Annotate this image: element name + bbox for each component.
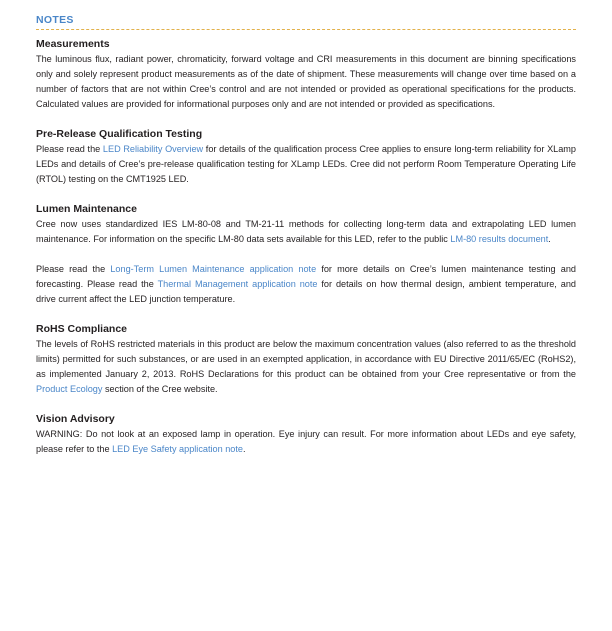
lm80-results-link[interactable]: LM-80 results document — [450, 234, 549, 244]
notes-heading: NOTES — [36, 14, 576, 30]
prerelease-title: Pre-Release Qualification Testing — [36, 128, 203, 140]
eye-safety-note-link[interactable]: LED Eye Safety application note — [112, 444, 243, 454]
lumen-p1-text-1: Cree now uses standardized IES LM-80-08 and TM-21-11 methods for collecting long-term data and extrapolating LED lumen maintenance. For information on the specific LM-80 data sets available for this LED, refer to the public — [36, 219, 576, 244]
prerelease-section — [36, 127, 576, 187]
rohs-text-1: The levels of RoHS restricted materials in this product are below the maximum concentration values (also referred to as the threshold limits) permitted for such substances, or are used in an exempted application, in accordance with EU Directive 2011/65/EC (RoHS2), as implemented January 2, 2013. RoHS Declarations for this product can be obtained from your Cree representative or from the — [36, 339, 576, 379]
vision-title: Vision Advisory — [36, 413, 115, 425]
vision-section — [36, 412, 576, 457]
prerelease-text — [36, 142, 576, 187]
notes-page — [36, 14, 576, 472]
vision-text-1: WARNING: Do not look at an exposed lamp in operation. Eye injury can result. For more information about LEDs and eye safety, please refer to the — [36, 429, 576, 454]
rohs-text-2: section of the Cree website. — [102, 384, 218, 394]
vision-text — [36, 427, 576, 457]
rohs-text — [36, 337, 576, 397]
lumen-maintenance-note-link[interactable]: Long-Term Lumen Maintenance application note — [110, 264, 317, 274]
vision-text-2: . — [242, 444, 246, 454]
thermal-management-note-link[interactable]: Thermal Management application note — [157, 279, 318, 289]
measurements-section — [36, 37, 576, 112]
lumen-section — [36, 202, 576, 307]
lumen-p2-text-3: for details on how thermal design, ambient temperature, and drive current affect the LED junction temperature. — [36, 279, 576, 304]
rohs-section — [36, 322, 576, 397]
prerelease-text-1: Please read the — [36, 144, 103, 154]
lumen-p2-text-2: for more details on Cree’s lumen maintenance testing and forecasting. Please read the — [36, 264, 576, 289]
lumen-p1-text-2: . — [548, 234, 551, 244]
prerelease-text-2: for details of the qualification process Cree applies to ensure long-term reliability for XLamp LEDs and details of Cree’s pre-release qualification testing for XLamp LEDs. Cree did not perform Room Temperature Operating Life (RTOL) testing on the CMT1925 LED. — [36, 144, 576, 184]
measurements-title: Measurements — [36, 38, 110, 50]
led-reliability-overview-link[interactable]: LED Reliability Overview — [102, 144, 204, 154]
lumen-p2-text-1: Please read the — [36, 264, 111, 274]
lumen-title: Lumen Maintenance — [36, 203, 137, 215]
product-ecology-link[interactable]: Product Ecology — [36, 384, 103, 394]
measurements-text: The luminous flux, radiant power, chromaticity, forward voltage and CRI measurements in this document are binning specifications only and solely represent product measurements as of the date of shipment. These measurements will change over time based on a number of factors that are not within Cree’s control and are not intended or provided as operational specifications for the products. Calculated values are provided for informational purposes only and are not intended or provided as specifications. — [36, 54, 576, 109]
lumen-text-1 — [36, 217, 576, 247]
rohs-title: RoHS Compliance — [36, 323, 128, 335]
lumen-text-2 — [36, 262, 576, 307]
